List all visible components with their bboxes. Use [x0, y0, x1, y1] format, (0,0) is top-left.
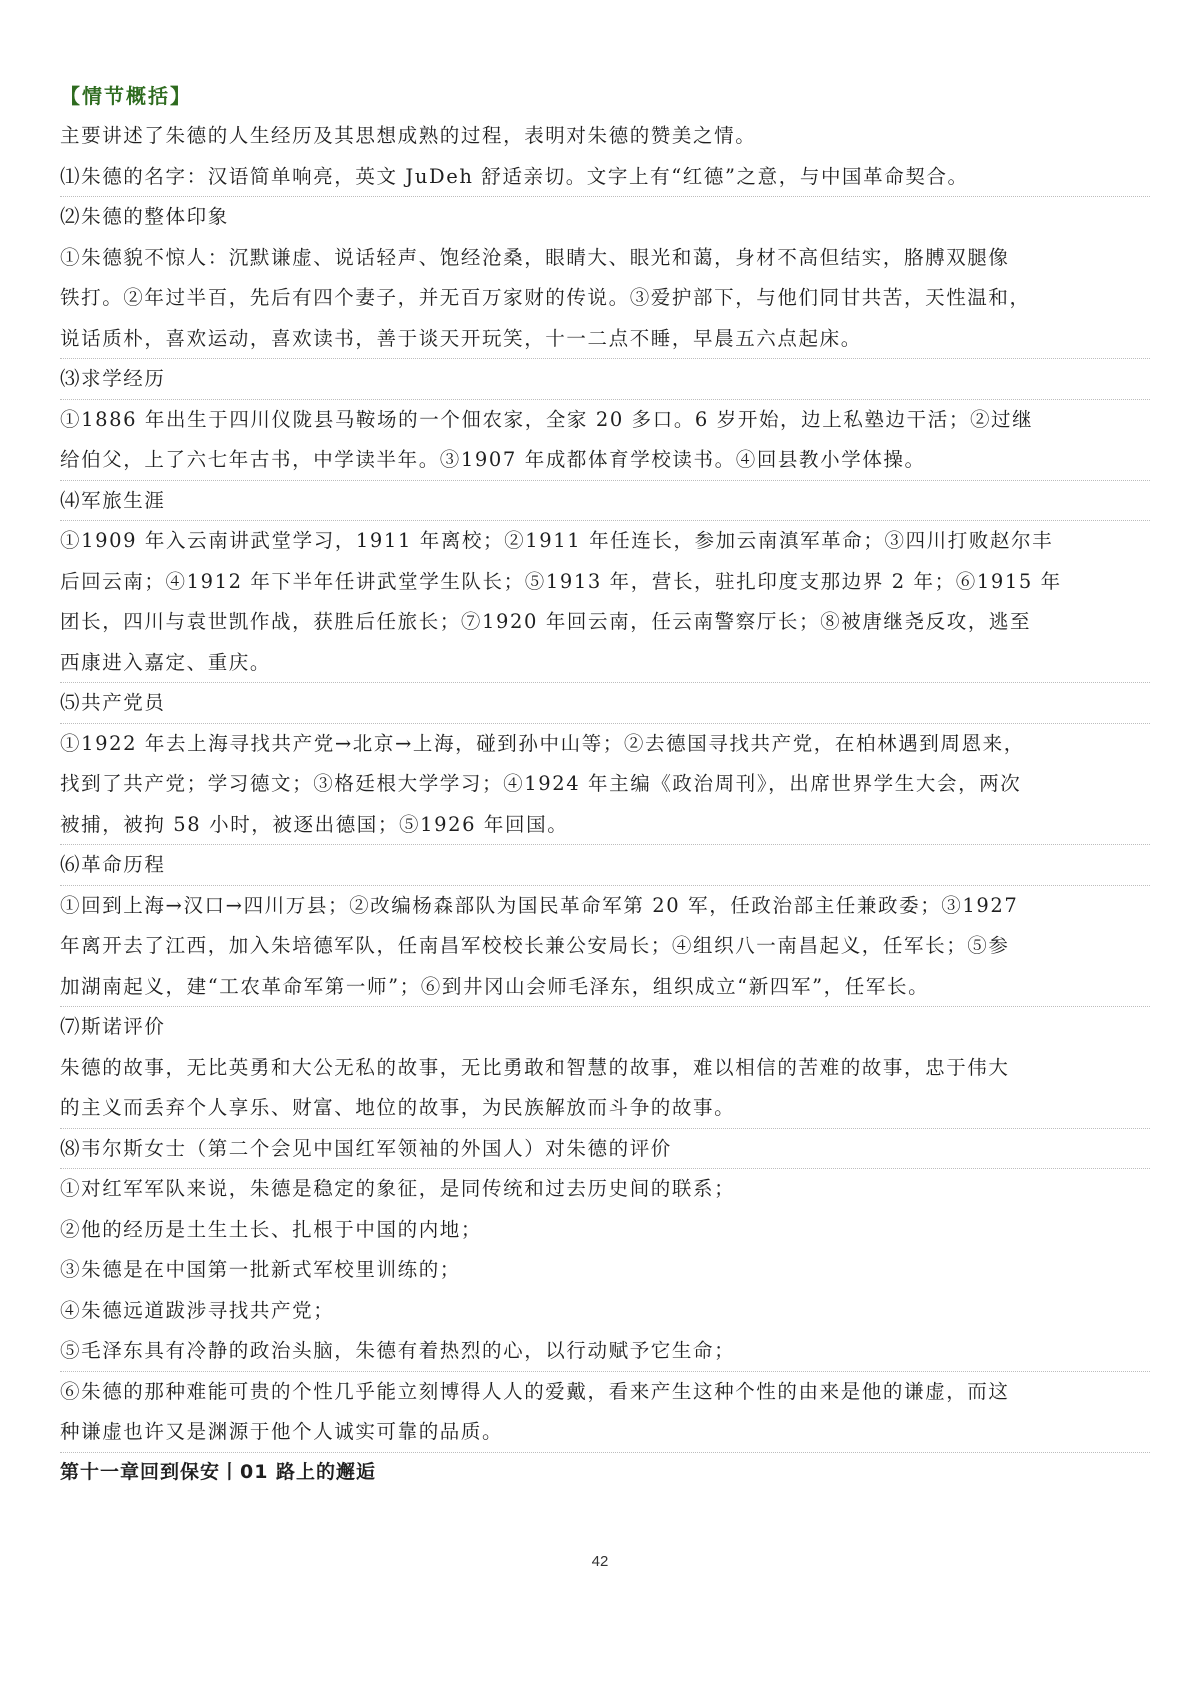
- text-line: 铁打。②年过半百，先后有四个妻子，并无百万家财的传说。③爱护部下，与他们同甘共苦，天性温和，: [60, 286, 1031, 309]
- text-line: 的主义而丢弃个人享乐、财富、地位的故事，为民族解放而斗争的故事。: [60, 1088, 1150, 1129]
- text-line: 找到了共产党；学习德文；③格廷根大学学习；④1924 年主编《政治周刊》，出席世界学生大会，两次: [60, 772, 1022, 795]
- text-line: ①对红军军队来说，朱德是稳定的象征，是同传统和过去历史间的联系；: [60, 1177, 736, 1200]
- text-line: 西康进入嘉定、重庆。: [60, 643, 1150, 684]
- section-heading: 【情节概括】: [60, 84, 192, 108]
- text-line: ③朱德是在中国第一批新式军校里训练的；: [60, 1258, 461, 1281]
- text-line: ①1922 年去上海寻找共产党→北京→上海，碰到孙中山等；②去德国寻找共产党，在柏林遇到周恩来，: [60, 731, 1025, 755]
- text-line: 被捕，被拘 58 小时，被逐出德国；⑤1926 年回国。: [60, 805, 1150, 846]
- text-line: 后回云南；④1912 年下半年任讲武堂学生队长；⑤1913 年，营长，驻扎印度支那边界 2 年；⑥1915 年: [60, 569, 1062, 593]
- text-line: ⑶求学经历: [60, 359, 1150, 400]
- text-line: ⑵朱德的整体印象: [60, 205, 229, 228]
- text-line: 加湖南起义，建“工农革命军第一师”；⑥到井冈山会师毛泽东，组织成立“新四军”，任军长。: [60, 967, 1150, 1008]
- text-line: 给伯父，上了六七年古书，中学读半年。③1907 年成都体育学校读书。④回县教小学体操。: [60, 440, 1150, 481]
- text-line: ⑹革命历程: [60, 845, 1150, 886]
- content-lines: [60, 116, 1150, 1453]
- text-line: ⑤毛泽东具有冷静的政治头脑，朱德有着热烈的心，以行动赋予它生命；: [60, 1331, 1150, 1372]
- text-line: ⑷军旅生涯: [60, 481, 1150, 522]
- text-line: ⑴朱德的名字：汉语简单响亮，英文 JuDeh 舒适亲切。文字上有“红德”之意，与中国革命契合。: [60, 157, 1150, 198]
- text-line: ⑸共产党员: [60, 683, 1150, 724]
- chapter-title: 第十一章回到保安丨01 路上的邂逅: [60, 1460, 377, 1483]
- text-line: 朱德的故事，无比英勇和大公无私的故事，无比勇敢和智慧的故事，难以相信的苦难的故事，忠于伟大: [60, 1055, 1010, 1079]
- text-line: 团长，四川与袁世凯作战，获胜后任旅长；⑦1920 年回云南，任云南警察厅长；⑧被唐继尧反攻，逃至: [60, 610, 1032, 633]
- text-line: ①回到上海→汉口→四川万县；②改编杨森部队为国民革命军第 20 军，任政治部主任兼政委；③1927: [60, 893, 1019, 917]
- page-number: 42: [591, 1553, 609, 1570]
- text-line: ①1909 年入云南讲武堂学习，1911 年离校；②1911 年任连长，参加云南滇军革命；③四川打败赵尔丰: [60, 529, 1054, 552]
- text-line: 年离开去了江西，加入朱培德军队，任南昌军校校长兼公安局长；④组织八一南昌起义，任军长；⑤参: [60, 934, 1010, 957]
- text-line: ⑺斯诺评价: [60, 1015, 166, 1038]
- text-line: ①1886 年出生于四川仪陇县马鞍场的一个佃农家，全家 20 多口。6 岁开始，边上私塾边干活；②过继: [60, 407, 1034, 431]
- text-line: ④朱德远道跋涉寻找共产党；: [60, 1298, 335, 1322]
- text-line: ②他的经历是土生土长、扎根于中国的内地；: [60, 1217, 483, 1241]
- text-line: ①朱德貌不惊人：沉默谦虚、说话轻声、饱经沧桑，眼睛大、眼光和蔼，身材不高但结实，胳膊双腿像: [60, 245, 1010, 269]
- text-line: 种谦虚也许又是渊源于他个人诚实可靠的品质。: [60, 1412, 1150, 1453]
- text-line: ⑻韦尔斯女士（第二个会见中国红军领袖的外国人）对朱德的评价: [60, 1129, 1150, 1170]
- text-line: 主要讲述了朱德的人生经历及其思想成熟的过程，表明对朱德的赞美之情。: [60, 124, 757, 147]
- document-page: [60, 76, 1150, 1489]
- text-line: ⑥朱德的那种难能可贵的个性几乎能立刻博得人人的爱戴，看来产生这种个性的由来是他的谦虚，而这: [60, 1379, 1010, 1403]
- text-line: 说话质朴，喜欢运动，喜欢读书，善于谈天开玩笑，十一二点不睡，早晨五六点起床。: [60, 319, 1150, 360]
